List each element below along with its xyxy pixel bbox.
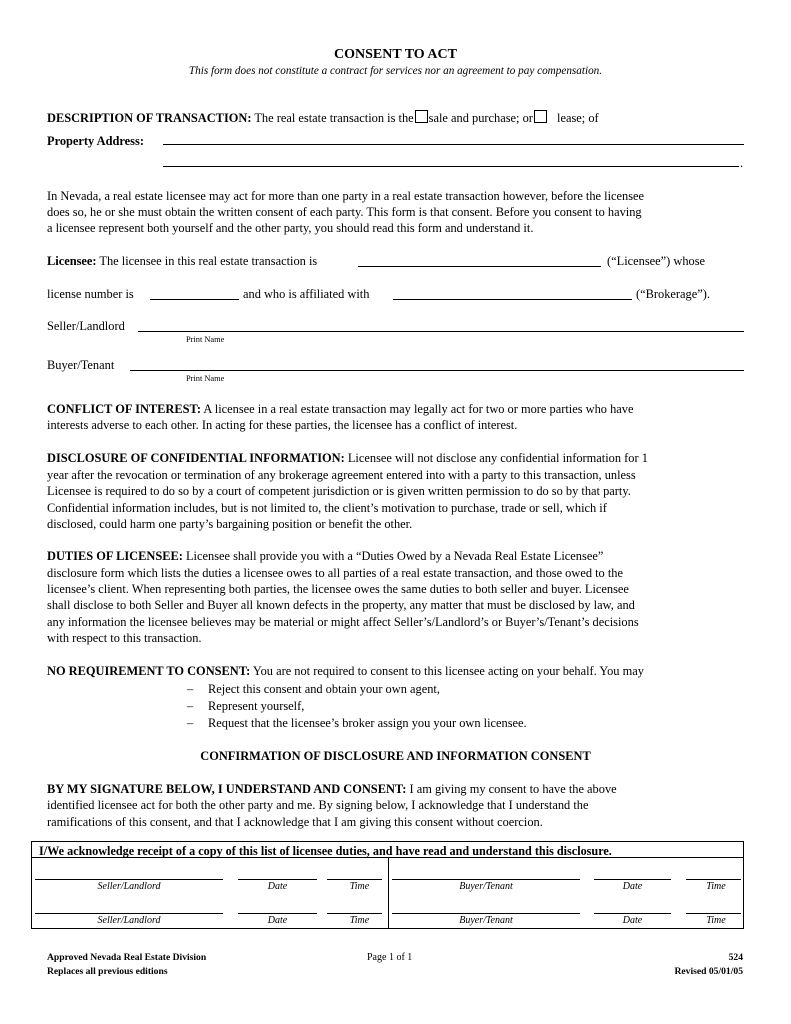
buyer-date-caption-2: Date bbox=[622, 915, 643, 926]
option-item-3: Request that the licensee’s broker assign you your own licensee. bbox=[208, 716, 527, 730]
footer-replaces: Replaces all previous editions bbox=[47, 966, 168, 977]
disclosure-line-2: year after the revocation or termination of any brokerage agreement entered into with a party to this transaction, unless bbox=[47, 468, 636, 482]
duties-line-2: disclosure form which lists the duties a licensee owes to all parties of a real estate transaction, and those owed to the bbox=[47, 566, 623, 580]
option-item-1: Reject this consent and obtain your own agent, bbox=[208, 682, 440, 696]
buyer-signature-1[interactable] bbox=[392, 879, 580, 880]
form-subtitle: This form does not constitute a contract for services nor an agreement to pay compensation. bbox=[188, 65, 603, 77]
form-title: CONSENT TO ACT bbox=[334, 47, 457, 62]
buyer-name-field[interactable] bbox=[130, 370, 744, 371]
property-address-label: Property Address: bbox=[47, 134, 144, 148]
seller-print-name-caption: Print Name bbox=[186, 335, 225, 344]
buyer-date-caption-1: Date bbox=[622, 881, 643, 892]
signature-box-header: I/We acknowledge receipt of a copy of this list of licensee duties, and have read and understand this disclosure. bbox=[39, 844, 612, 858]
duties-line-1: DUTIES OF LICENSEE: Licensee shall provide you with a “Duties Owed by a Nevada Real Estate Licensee” bbox=[47, 549, 604, 563]
seller-signature-1[interactable] bbox=[35, 879, 223, 880]
seller-caption-2: Seller/Landlord bbox=[97, 915, 161, 926]
footer-form-number: 524 bbox=[728, 952, 743, 963]
conflict-line-1: CONFLICT OF INTEREST: A licensee in a real estate transaction may legally act for two or more parties who have bbox=[47, 402, 634, 416]
buyer-print-name-caption: Print Name bbox=[186, 374, 225, 383]
option-bullet-3: – bbox=[187, 716, 194, 730]
seller-time-1[interactable] bbox=[327, 879, 382, 880]
brokerage-field[interactable] bbox=[393, 299, 632, 300]
lease-checkbox[interactable] bbox=[534, 110, 547, 123]
brokerage-suffix: (“Brokerage”). bbox=[636, 287, 710, 301]
buyer-caption-1: Buyer/Tenant bbox=[459, 881, 513, 892]
footer-revised: Revised 05/01/05 bbox=[674, 966, 743, 977]
buyer-time-caption-1: Time bbox=[706, 881, 726, 892]
buyer-date-2[interactable] bbox=[594, 913, 671, 914]
seller-caption-1: Seller/Landlord bbox=[97, 881, 161, 892]
property-address-field-1[interactable] bbox=[163, 144, 744, 145]
transaction-label: DESCRIPTION OF TRANSACTION: bbox=[47, 111, 252, 125]
seller-date-1[interactable] bbox=[238, 879, 317, 880]
duties-line-6: with respect to this transaction. bbox=[47, 631, 202, 645]
duties-line-4: shall disclose to both Seller and Buyer all known defects in the property, any matter that must be disclosed by law, and bbox=[47, 598, 635, 612]
disclosure-line-3: Licensee is required to do so by a court of competent jurisdiction or is given written permission to do so by that party. bbox=[47, 484, 631, 498]
buyer-time-1[interactable] bbox=[686, 879, 741, 880]
intro-line-1: In Nevada, a real estate licensee may act for more than one party in a real estate transaction however, before the licensee bbox=[47, 189, 645, 203]
disclosure-line-1: DISCLOSURE OF CONFIDENTIAL INFORMATION: Licensee will not disclose any confidential information for 1 bbox=[47, 451, 648, 465]
footer-approved: Approved Nevada Real Estate Division bbox=[47, 952, 207, 963]
signature-statement-line-3: ramifications of this consent, and that I acknowledge that I am giving this consent without coercion. bbox=[47, 815, 543, 829]
signature-statement-line-2: identified licensee act for both the other party and me. By signing below, I acknowledge that I understand the bbox=[47, 798, 589, 812]
seller-name-field[interactable] bbox=[138, 331, 744, 332]
seller-signature-2[interactable] bbox=[35, 913, 223, 914]
disclosure-line-4: Confidential information includes, but is not limited to, the client’s motivation to purchase, trade or sell, which if bbox=[47, 501, 607, 515]
property-address-field-2[interactable] bbox=[163, 166, 739, 167]
address-period: . bbox=[740, 156, 744, 170]
duties-line-5: any information the licensee believes may be material or might affect Seller’s/Landlord’s or Buyer’s/Tenant’s decisions bbox=[47, 615, 639, 629]
option-bullet-1: – bbox=[187, 682, 194, 696]
license-number-label: license number is bbox=[47, 287, 134, 301]
conflict-line-2: interests adverse to each other. In acting for these parties, the licensee has a conflict of interest. bbox=[47, 418, 518, 432]
transaction-line: DESCRIPTION OF TRANSACTION: The real estate transaction is the sale and purchase; or lease; of bbox=[47, 111, 599, 125]
disclosure-line-5: disclosed, could harm one party’s bargaining position or benefit the other. bbox=[47, 517, 413, 531]
buyer-label: Buyer/Tenant bbox=[47, 358, 115, 372]
buyer-caption-2: Buyer/Tenant bbox=[459, 915, 513, 926]
duties-line-3: licensee’s client. When representing both parties, the licensee owes the same duties to both seller and buyer. Licensee bbox=[47, 582, 629, 596]
license-number-field[interactable] bbox=[150, 299, 239, 300]
licensee-name-field[interactable] bbox=[358, 266, 601, 267]
seller-date-caption-2: Date bbox=[267, 915, 288, 926]
affiliated-label: and who is affiliated with bbox=[243, 287, 370, 301]
buyer-time-caption-2: Time bbox=[706, 915, 726, 926]
footer-page-number: Page 1 of 1 bbox=[367, 952, 413, 963]
buyer-date-1[interactable] bbox=[594, 879, 671, 880]
licensee-label: Licensee: The licensee in this real estate transaction is bbox=[47, 254, 318, 268]
seller-date-2[interactable] bbox=[238, 913, 317, 914]
seller-time-2[interactable] bbox=[327, 913, 382, 914]
seller-label: Seller/Landlord bbox=[47, 319, 125, 333]
sale-checkbox[interactable] bbox=[415, 110, 428, 123]
seller-time-caption-2: Time bbox=[349, 915, 370, 926]
intro-line-3: a licensee represent both yourself and the other party, you should read this form and understand it. bbox=[47, 221, 534, 235]
option-bullet-2: – bbox=[187, 699, 194, 713]
option-item-2: Represent yourself, bbox=[208, 699, 305, 713]
buyer-time-2[interactable] bbox=[686, 913, 741, 914]
no-requirement-line: NO REQUIREMENT TO CONSENT: You are not required to consent to this licensee acting on your behalf. You may bbox=[47, 664, 644, 678]
seller-date-caption-1: Date bbox=[267, 881, 288, 892]
buyer-signature-2[interactable] bbox=[392, 913, 580, 914]
licensee-suffix: (“Licensee”) whose bbox=[607, 254, 706, 268]
seller-time-caption-1: Time bbox=[349, 881, 370, 892]
intro-line-2: does so, he or she must obtain the written consent of each party. This form is that consent. Before you consent to having bbox=[47, 205, 642, 219]
confirmation-heading: CONFIRMATION OF DISCLOSURE AND INFORMATION CONSENT bbox=[200, 749, 591, 763]
signature-statement-line-1: BY MY SIGNATURE BELOW, I UNDERSTAND AND CONSENT: I am giving my consent to have the above bbox=[47, 782, 617, 796]
